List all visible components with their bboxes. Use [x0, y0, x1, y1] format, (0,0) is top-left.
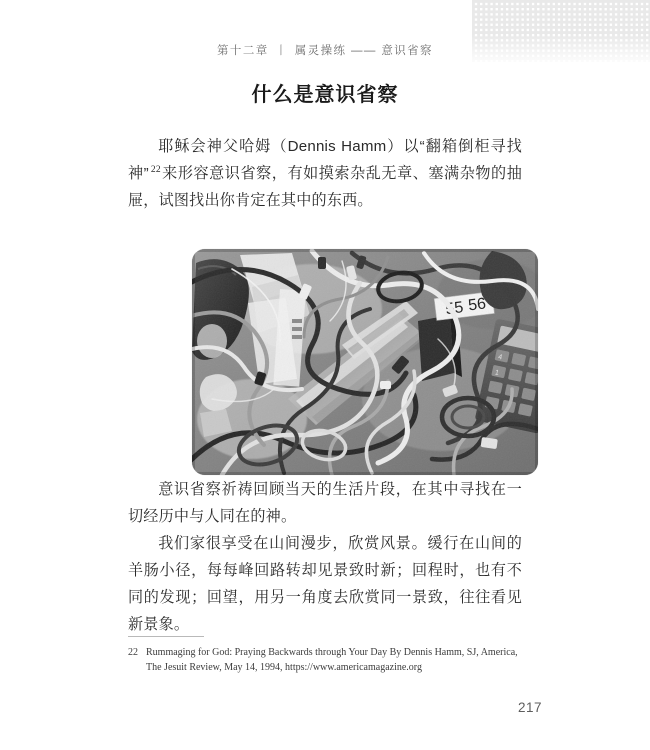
figure-cluttered-drawer-photo	[192, 249, 538, 475]
footnote-separator-rule	[128, 636, 204, 637]
footnote-area	[128, 636, 528, 675]
running-head-section: 属灵操练 —— 意识省察	[294, 45, 433, 57]
footnote-item	[128, 645, 528, 675]
page-content-lower	[128, 476, 522, 638]
paragraph-intro-text-b: 来形容意识省察，有如摸索杂乱无章、塞满杂物的抽屉，试图找出你肯定在其中的东西。	[128, 165, 522, 209]
running-head-chapter: 第十二章	[217, 45, 269, 57]
footnote-reference-marker[interactable]: 22	[150, 164, 161, 175]
paragraph-body-c: 我们家很享受在山间漫步，欣赏风景。缓行在山间的羊肠小径，每每峰回路转却见景致时新；回程时，也有不同的发现；回望，用另一角度去欣赏同一景致，往往看见新景象。	[128, 535, 522, 633]
drawer-photo-illustration	[192, 249, 538, 475]
running-head-separator: 丨	[275, 45, 289, 57]
page-title: 什么是意识省察	[251, 84, 399, 106]
footnote-text: Rummaging for God: Praying Backwards through Your Day By Dennis Hamm, SJ, America, The Jesuit Review, May 14, 1994, https://www.americamagazine.org	[146, 647, 518, 673]
page-content	[128, 0, 522, 214]
paragraph-intro	[128, 133, 522, 214]
running-head	[0, 42, 650, 58]
paragraph-intro-text-a: 耶稣会神父哈姆（Dennis Hamm）以“翻箱倒柜寻找神”	[128, 138, 522, 182]
paragraph-body-b: 意识省察祈祷回顾当天的生活片段，在其中寻找在一切经历中与人同在的神。	[128, 481, 522, 525]
page-number: 217	[517, 700, 542, 715]
footnote-number: 22	[128, 647, 138, 658]
